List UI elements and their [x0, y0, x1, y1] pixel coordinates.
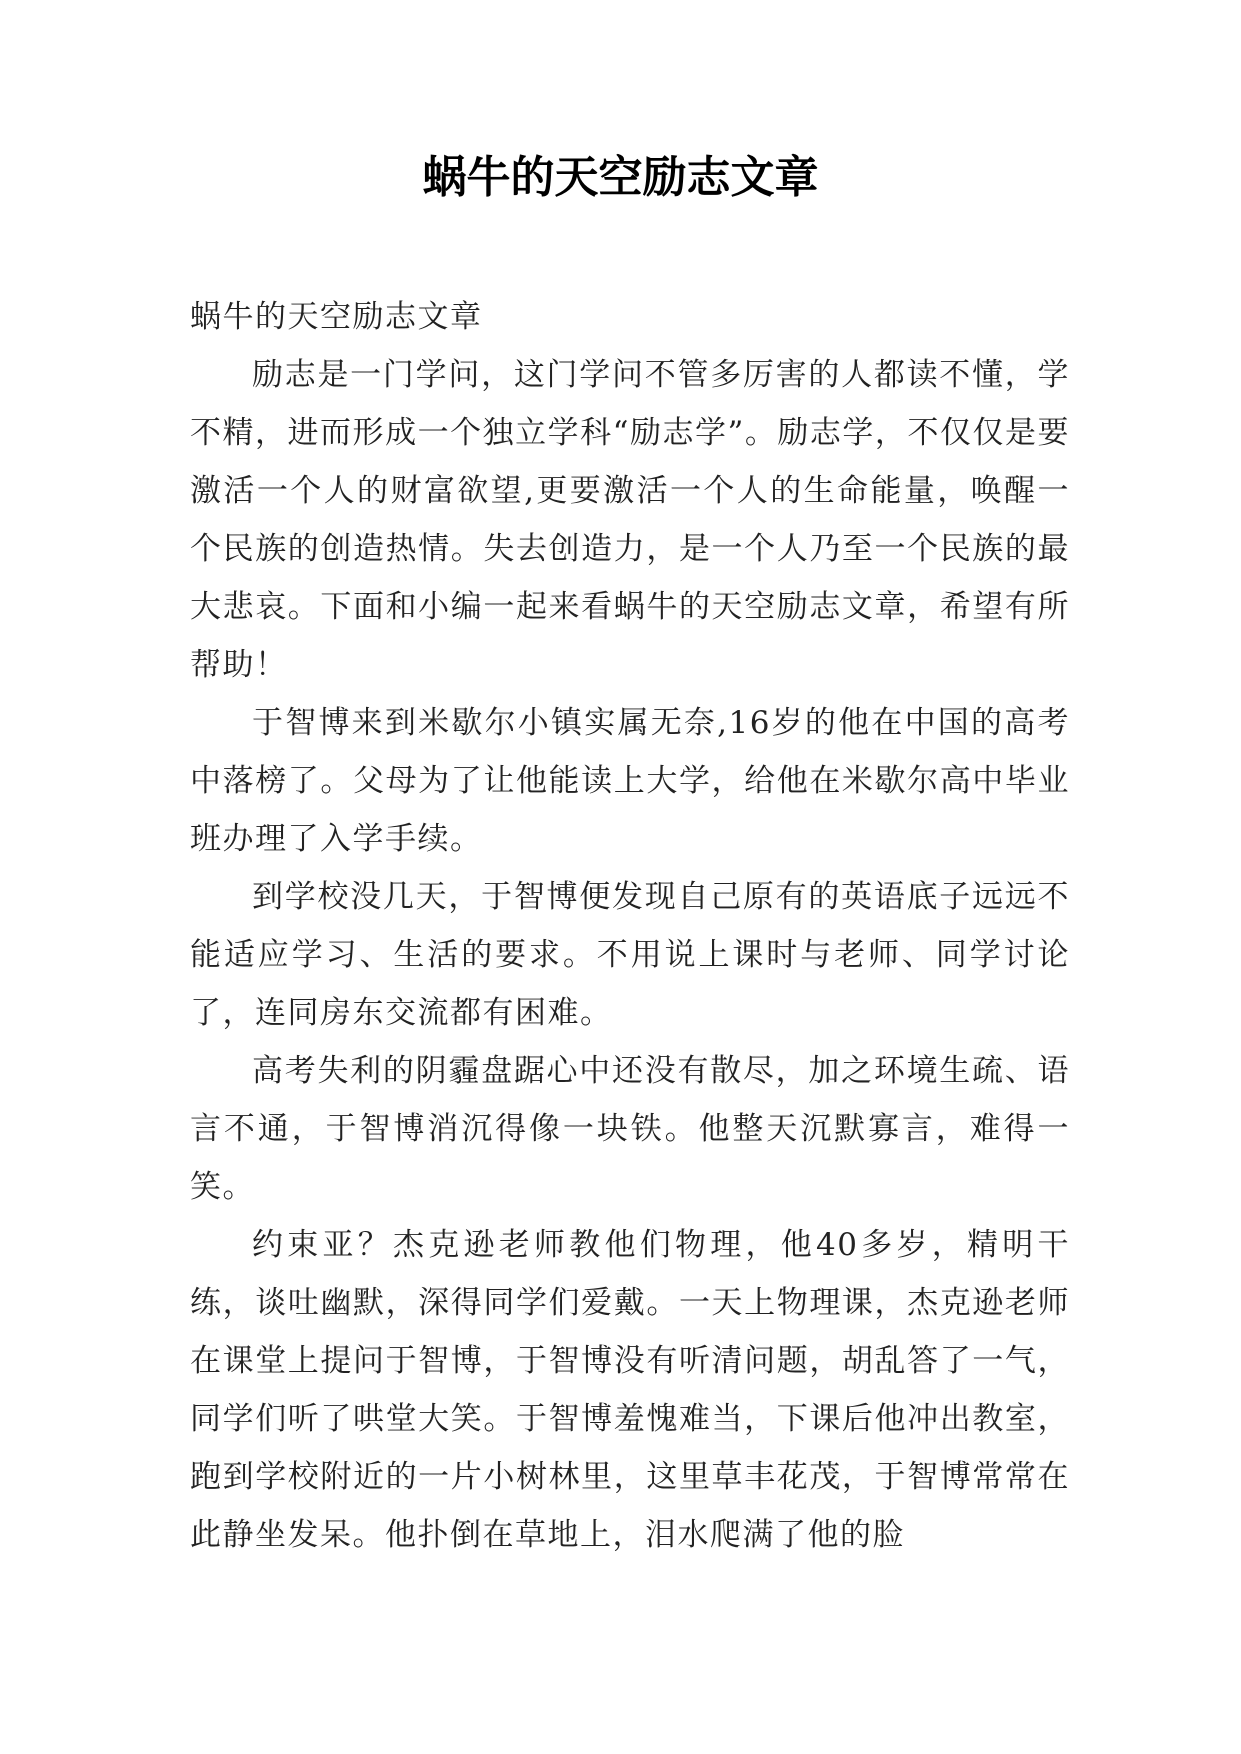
- document-body: [190, 288, 1070, 1564]
- body-paragraph: 约束亚？杰克逊老师教他们物理，他40多岁，精明干练，谈吐幽默，深得同学们爱戴。一天上物理课，杰克逊老师在课堂上提问于智博，于智博没有听清问题，胡乱答了一气，同学们听了哄堂大笑。于智博羞愧难当，下课后他冲出教室，跑到学校附近的一片小树林里，这里草丰花茂，于智博常常在此静坐发呆。他扑倒在草地上，泪水爬满了他的脸: [190, 1227, 1070, 1553]
- body-paragraph: 励志是一门学问，这门学问不管多厉害的人都读不懂，学不精，进而形成一个独立学科“励志学”。励志学，不仅仅是要激活一个人的财富欲望,更要激活一个人的生命能量，唤醒一个民族的创造热情。失去创造力，是一个人乃至一个民族的最大悲哀。下面和小编一起来看蜗牛的天空励志文章，希望有所帮助！: [190, 357, 1070, 683]
- body-paragraph: 到学校没几天，于智博便发现自己原有的英语底子远远不能适应学习、生活的要求。不用说上课时与老师、同学讨论了，连同房东交流都有困难。: [190, 879, 1070, 1031]
- subtitle-paragraph: 蜗牛的天空励志文章: [190, 299, 483, 335]
- body-paragraph: 于智博来到米歇尔小镇实属无奈,16岁的他在中国的高考中落榜了。父母为了让他能读上大学，给他在米歇尔高中毕业班办理了入学手续。: [190, 705, 1070, 857]
- body-paragraph: 高考失利的阴霾盘踞心中还没有散尽，加之环境生疏、语言不通，于智博消沉得像一块铁。他整天沉默寡言，难得一笑。: [190, 1053, 1070, 1205]
- document-title: 蜗牛的天空励志文章: [422, 152, 819, 203]
